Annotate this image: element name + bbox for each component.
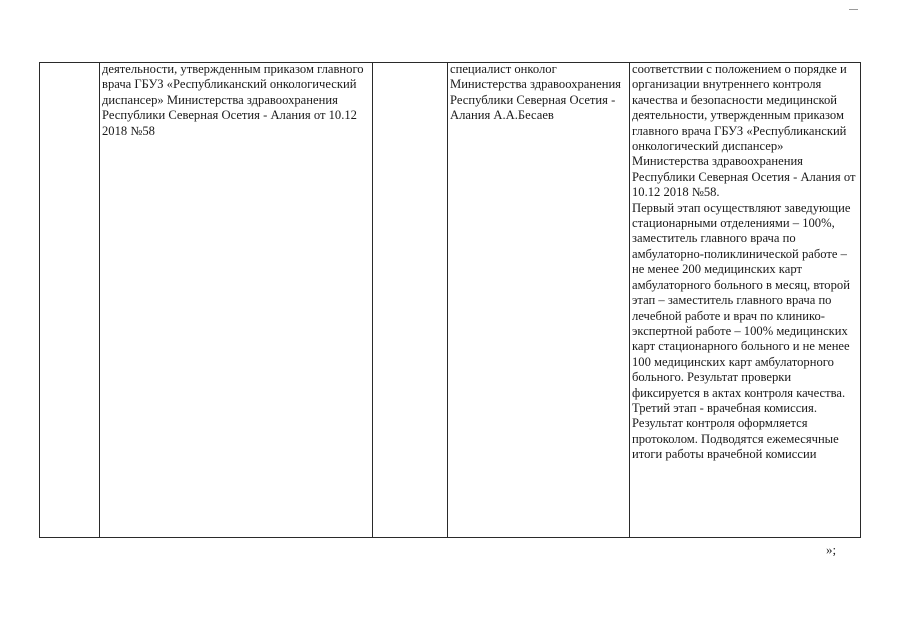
column-divider-4 — [629, 62, 630, 538]
cell-order-reference: деятельности, утвержденным приказом главного врача ГБУЗ «Республиканский онкологический диспансер» Министерства здравоохранения Республики Северная Осетия - Алания от 10.12 2018 №58 — [102, 62, 364, 138]
column-divider-2 — [372, 62, 373, 538]
column-divider-3 — [447, 62, 448, 538]
cell-quality-control-description: соответствии с положением о порядке и организации внутреннего контроля качества и безопасности медицинской деятельности, утвержденным приказом главного врача ГБУЗ «Республиканский онкологический диспансер» Министерства здравоохранения Республики Северная Осетия - Алания от 10.12 2018 №58. Первый этап осуществляют заведующие стационарными отделениями – 100%, заместитель главного врача по амбулаторно-поликлинической работе – не менее 200 медицинских карт амбулаторного больного в месяц, второй этап – заместитель главного врача по лечебной работе и врач по клинико-экспертной работе – 100% медицинских карт стационарного больного и не менее 100 медицинских карт амбулаторного больного. Результат проверки фиксируется в актах контроля качества. Третий этап - врачебная комиссия. Результат контроля оформляется протоколом. Подводятся ежемесячные итоги работы врачебной комиссии — [632, 62, 856, 462]
table-right-border — [860, 62, 861, 538]
table-left-border — [39, 62, 40, 538]
column-divider-1 — [99, 62, 100, 538]
cell-responsible-specialist: специалист онколог Министерства здравоохранения Республики Северная Осетия - Алания А.А.Бесаев — [450, 62, 621, 123]
closing-quote-mark: »; — [826, 542, 837, 557]
scan-mark — [849, 9, 858, 10]
table-continuation — [39, 62, 861, 538]
table-bottom-border — [39, 537, 861, 538]
